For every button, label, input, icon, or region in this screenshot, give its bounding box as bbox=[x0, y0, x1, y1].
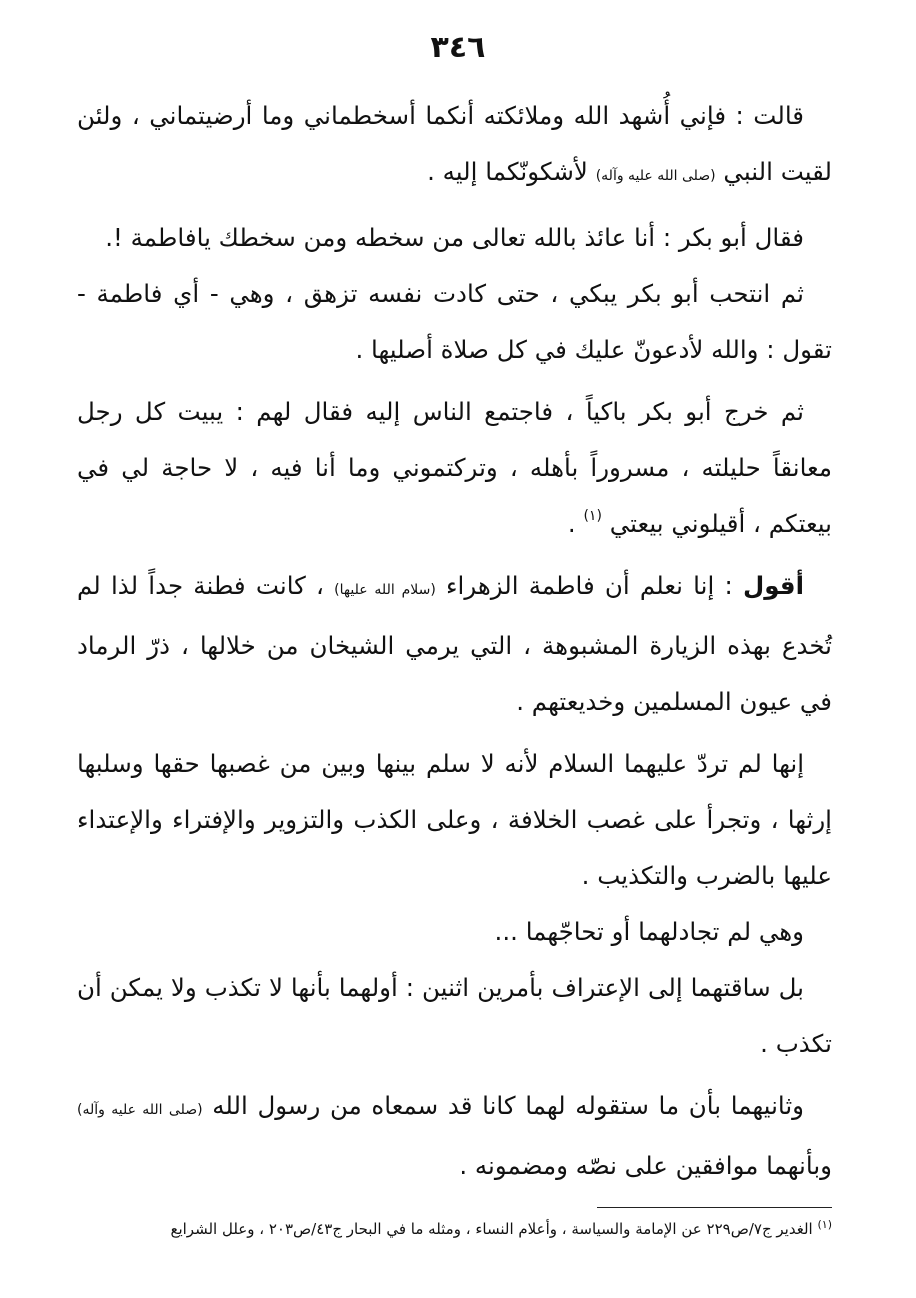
footnote-reference[interactable]: (١) bbox=[583, 508, 602, 524]
paragraph-1-text-end: لأشكونّكما إليه . bbox=[427, 157, 588, 186]
paragraph-1 bbox=[77, 88, 832, 204]
paragraph-4-text-end: . bbox=[567, 509, 576, 538]
paragraph-3: ثم انتحب أبو بكر يبكي ، حتى كادت نفسه تزهق ، وهي - أي فاطمة - تقول : والله لأدعونّ عليك في كل صلاة أصليها . bbox=[77, 279, 832, 364]
main-text bbox=[77, 88, 832, 1194]
footnote-divider bbox=[597, 1207, 832, 1208]
page-number: ٣٤٦ bbox=[430, 30, 486, 65]
paragraph-5-text: : إنا نعلم أن فاطمة الزهراء bbox=[446, 571, 733, 600]
paragraph-9-text: وثانيهما بأن ما ستقوله لهما كانا قد سمعاه من رسول الله bbox=[212, 1091, 805, 1120]
paragraph-6: إنها لم تردّ عليهما السلام لأنه لا سلم بينها وبين من غصبها حقها وسلبها إرثها ، وتجرأ على غصب الخلافة ، وعلى الكذب والتزوير والإفتراء والإعتداء عليها بالضرب والتكذيب . bbox=[77, 749, 832, 890]
honorific-salawat-2: (صلى الله عليه وآله) bbox=[77, 1102, 203, 1118]
paragraph-4-text: ثم خرج أبو بكر باكياً ، فاجتمع الناس إليه فقال لهم : يبيت كل رجل معانقاً حليلته ، مسروراً بأهله ، وتركتموني وما أنا فيه ، لا حاجة لي في بيعتكم ، أقيلوني بيعتي bbox=[77, 397, 832, 538]
paragraph-5-text-end: ، كانت فطنة جداً لذا لم تُخدع بهذه الزيارة المشبوهة ، التي يرمي الشيخان من خلالها ، ذرّ الرماد في عيون المسلمين وخديعتهم . bbox=[77, 571, 832, 716]
paragraph-8: بل ساقتهما إلى الإعتراف بأمرين اثنين : أولهما بأنها لا تكذب ولا يمكن أن تكذب . bbox=[77, 973, 832, 1058]
honorific-salawat: (صلى الله عليه وآله) bbox=[595, 168, 716, 184]
footnote bbox=[72, 1214, 832, 1240]
paragraph-9-text-end: وبأنهما موافقين على نصّه ومضمونه . bbox=[459, 1151, 832, 1180]
paragraph-5 bbox=[77, 558, 832, 730]
paragraph-4 bbox=[77, 384, 832, 552]
footnote-number: (١) bbox=[817, 1218, 832, 1231]
paragraph-9 bbox=[77, 1078, 832, 1194]
paragraph-7: وهي لم تجادلهما أو تحاجّهما ... bbox=[494, 917, 804, 946]
paragraph-5-lead-word: أقول bbox=[742, 571, 804, 600]
paragraph-2: فقال أبو بكر : أنا عائذ بالله تعالى من سخطه ومن سخطك يافاطمة !. bbox=[105, 223, 804, 252]
footnote-text: الغدير ج٧/ص٢٢٩ عن الإمامة والسياسة ، وأعلام النساء ، ومثله ما في البحار ج٤٣/ص٢٠٣ ، وعلل الشرايع bbox=[170, 1220, 813, 1238]
honorific-salam: (سلام الله عليها) bbox=[334, 582, 436, 598]
paragraph-1-text: قالت : فإني أُشهد الله وملائكته أنكما أسخطماني وما أرضيتماني ، ولئن لقيت النبي bbox=[77, 101, 832, 186]
